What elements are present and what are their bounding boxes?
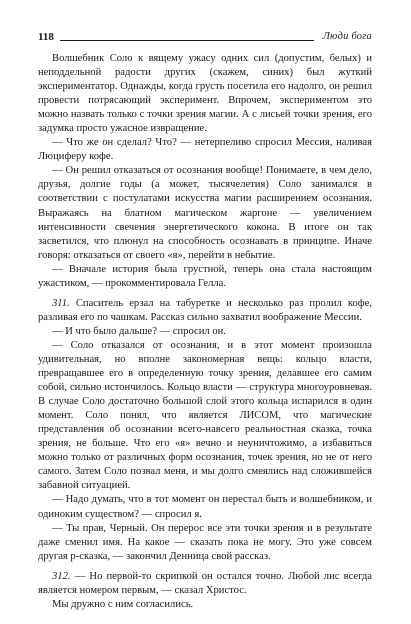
paragraph [38,164,372,262]
section-number: 311. [52,297,70,309]
section-paragraph [38,570,372,598]
paragraph-text: — Но первой-то скрипкой он остался точно. Любой лис всегда является номером первым, — сказал Христос. [38,570,372,596]
paragraph-text: — Он решил отказаться от осознания вообще! Понимаете, в чем дело, друзья, долгие годы (а может, тысячелетия) Соло занимался в соответствии с постулатами искусства магии расширением осознания. Выражаясь на блатном магическом жаргоне — увеличением интенсивности свечения энергетического кокона. В итоге он так засветился, что плюнул на способность осознавать в принципе. Иначе говоря: отказаться от своего «я», перейти в небытие. [38,165,372,261]
paragraph-text: — Вначале история была грустной, теперь она стала настоящим ужастиком, — прокомментировала Гелла. [38,263,372,289]
paragraph-text: — Соло отказался от осознания, и в этот момент произошла удивительная, но вполне закономерная вещь: кольцо власти, превращавшее его в определенную точку зрения, делавшее его самим собой, сильно истончилось. Кольцо власти — структура многоуровневая. В случае Соло достаточно большой слой этого кольца испарился в один момент. Соло понял, что является ЛИСОМ, что магические представления об осознании всего-навсего реальностная сказка, точка зрения, не больше. Что его «я» вечно и неуничтожимо, а избавиться можно только от различных форм осознания, точек зрения, но не от него самого. Затем Соло позвал меня, и мы долго смеялись над сложившейся забавной ситуацией. [38,339,372,492]
paragraph [38,263,372,291]
paragraph-text: Волшебник Соло к вящему ужасу одних сил (допустим, белых) и неподдельной радости других (скажем, синих) был жуткий экспериментатор. Однажды, когда грусть посетила его надолго, он решил провести потрясающий эксперимент. Впрочем, экспериментом это можно назвать только с точки зрения магии. А с лисьей точки зрения, его задумка просто ужасное извращение. [38,53,372,135]
paragraph [38,52,372,136]
paragraph-text: — Что же он сделал? Что? — нетерпеливо спросил Мессия, наливая Люциферу кофе. [38,137,372,163]
paragraph-text: Спаситель ерзал на табуретке и несколько раз пролил кофе, разливая его по чашкам. Рассказ сильно захватил воображение Мессии. [38,297,372,323]
running-title: Люди бога [322,31,372,42]
page-number: 118 [38,31,54,43]
paragraph [38,339,372,494]
header-rule [60,40,314,41]
paragraph [38,598,372,612]
paragraph-text: — И что было дальше? — спросил он. [52,325,226,337]
page-body [38,52,372,612]
paragraph-text: — Надо думать, что в тот момент он перестал быть и волшебником, и одиноким существом? — спросил я. [38,494,372,520]
paragraph-text: Мы дружно с ним согласились. [52,598,194,610]
paragraph [38,325,372,339]
paragraph-text: — Ты прав, Черный. Он перерос все эти точки зрения и в результате даже сменил имя. На какое — сказать пока не могу. Это уже совсем другая р-сказка, — закончил Денница свой рассказ. [38,522,372,562]
paragraph [38,522,372,564]
paragraph [38,136,372,164]
paragraph [38,493,372,521]
section-paragraph [38,297,372,325]
page-header [38,30,372,44]
section-number: 312. [52,570,71,582]
